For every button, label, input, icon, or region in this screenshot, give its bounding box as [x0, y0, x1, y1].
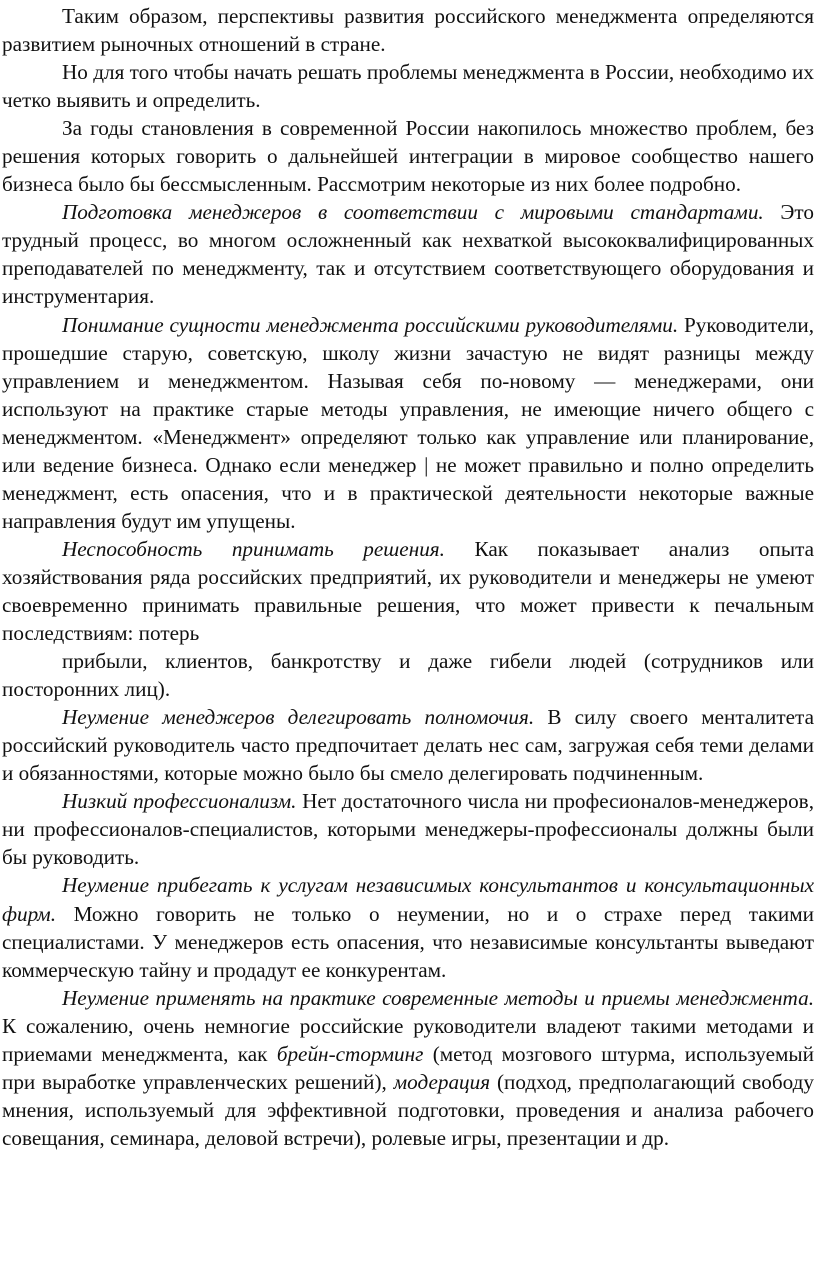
paragraph-lead: Низкий профессионализм. [62, 789, 297, 814]
term-moderation: модерация [393, 1069, 491, 1094]
paragraph-text: Руководители, прошедшие старую, советскую, школу жизни зачастую не видят разницы между управлением и менеджментом. Называя себя по-новому — менеджерами, они используют на практике старые методы управления, не имеющие ничего общего с менеджментом. «Менеджмент» определяют только как управление или планирование, или ведение бизнеса. Однако если менеджер | не может правильно и полно определить менеджмент, есть опасения, что и в практической деятельности некоторые важные направления будут им упущены. [2, 312, 814, 533]
paragraph-text: Можно говорить не только о неумении, но и о страхе перед такими специалистами. У менеджеров есть опасения, что независимые консультанты выведают коммерческую тайну и продадут ее конкурентам. [2, 901, 814, 982]
paragraph-consultants [2, 871, 814, 983]
paragraph-text: За годы становления в современной России накопилось множество проблем, без решения которых говорить о дальнейшей интеграции в мировое сообщество нашего бизнеса было бы бессмысленным. Рассмотрим некоторые из них более подробно. [2, 116, 814, 197]
paragraph-text: Как показывает анализ опыта хозяйствования ряда российских предприятий, их руководители и менеджеры не умеют своевременно принимать правильные решения, что может привести к печальным последствиям: потерь [2, 536, 814, 646]
paragraph-text: (метод мозгового штурма, используемый при выработке управленческих решений), [2, 1041, 814, 1094]
paragraph-text: К сожалению, очень немногие российские руководители владеют такими методами и приемами менеджмента, как [2, 1013, 814, 1066]
paragraph-decision-making-continued [2, 647, 814, 703]
paragraph-lead: Неумение прибегать к услугам независимых консультантов и консультационных фирм. [2, 873, 814, 926]
paragraph-decision-making [2, 535, 814, 647]
paragraph-manager-training [2, 198, 814, 310]
term-brainstorming: брейн-сторминг [276, 1041, 424, 1066]
paragraph-modern-methods [2, 984, 814, 1152]
paragraph-professionalism [2, 787, 814, 871]
paragraph-conclusion [2, 2, 814, 58]
paragraph-text: Нет достаточного числа ни професионалов-менеджеров, ни профессионалов-специалистов, которыми менеджеры-профессионалы должны были бы руководить. [2, 789, 814, 870]
paragraph-text: В силу своего менталитета российский руководитель часто предпочитает делать нес сам, загружая себя теми делами и обязанностями, которые можно было бы смело делегировать подчиненным. [2, 705, 814, 786]
paragraph-problems-intro [2, 58, 814, 114]
paragraph-management-understanding [2, 311, 814, 535]
paragraph-text: (подход, предполагающий свободу мнения, используемый для эффективной подготовки, проведения и анализа рабочего совещания, семинара, деловой встречи), ролевые игры, презентации и др. [2, 1069, 814, 1150]
paragraph-lead: Неспособность принимать решения. [62, 536, 445, 561]
paragraph-text: Но для того чтобы начать решать проблемы менеджмента в России, необходимо их четко выявить и определить. [2, 60, 814, 113]
paragraph-text: Это трудный процесс, во многом осложненный как нехваткой высококвалифицированных преподавателей по менеджменту, так и отсутствием соответствующего оборудования и инструментария. [2, 200, 814, 309]
paragraph-lead: Подготовка менеджеров в соответствии с мировыми стандартами. [62, 200, 764, 225]
paragraph-problems-overview [2, 114, 814, 198]
paragraph-delegation [2, 703, 814, 787]
paragraph-lead: Понимание сущности менеджмента российскими руководителями. [62, 312, 679, 337]
paragraph-text: Таким образом, перспективы развития российского менеджмента определяются развитием рыночных отношений в стране. [2, 4, 814, 57]
paragraph-text: прибыли, клиентов, банкротству и даже гибели людей (сотрудников или посторонних лиц). [2, 649, 814, 702]
paragraph-lead: Неумение менеджеров делегировать полномочия. [62, 705, 535, 730]
paragraph-lead: Неумение применять на практике современные методы и приемы менеджмента. [62, 985, 814, 1010]
